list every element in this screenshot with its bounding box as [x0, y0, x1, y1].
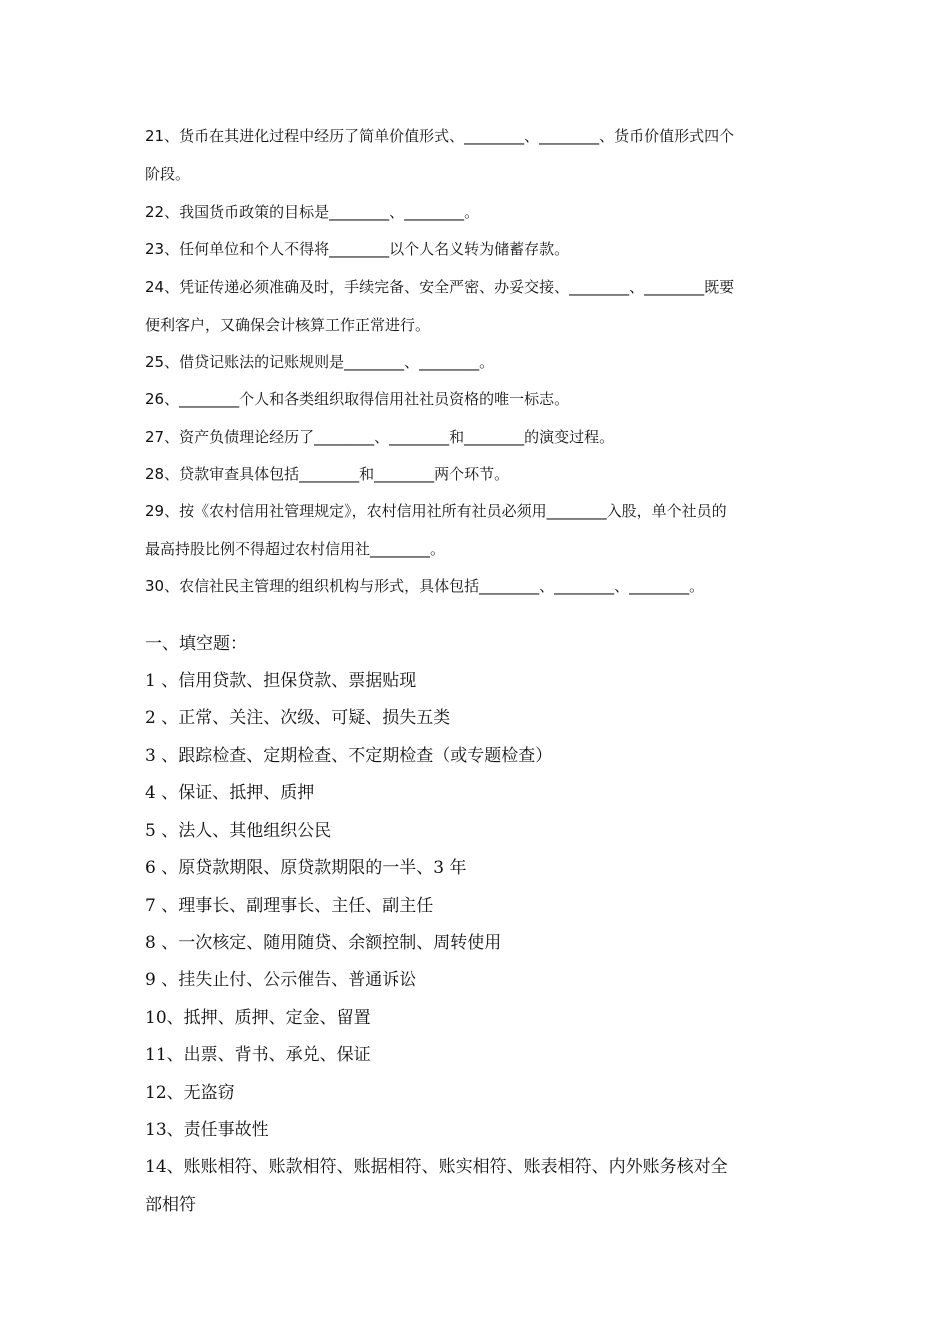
question-21: [145, 117, 810, 193]
question-29: [145, 492, 810, 568]
question-continuation: 阶段。: [145, 165, 191, 183]
answer-item: 8 、一次核定、随用随贷、余额控制、周转使用: [145, 933, 502, 953]
question-continuation: 便利客户，又确保会计核算工作正常进行。: [145, 316, 431, 334]
question-24: [145, 268, 810, 344]
question-line: 27、资产负债理论经历了________、________和________的演变过程。: [145, 428, 615, 446]
question-27: [145, 418, 810, 456]
answer-item: 2 、正常、关注、次级、可疑、损失五类: [145, 708, 451, 728]
answer-item: 3 、跟踪检查、定期检查、不定期检查（或专题检查）: [145, 746, 553, 766]
question-line: 28、贷款审查具体包括________和________两个环节。: [145, 465, 510, 483]
question-line: 26、________个人和各类组织取得信用社社员资格的唯一标志。: [145, 390, 570, 408]
question-25: [145, 343, 810, 381]
question-line: 22、我国货币政策的目标是________、________。: [145, 203, 480, 221]
answer-item: 12、无盗窃: [145, 1083, 235, 1103]
question-23: [145, 230, 810, 268]
answer-item: 7 、理事长、副理事长、主任、副主任: [145, 896, 434, 916]
answer-item: 6 、原贷款期限、原贷款期限的一半、3 年: [145, 858, 467, 878]
question-line: 30、农信社民主管理的组织机构与形式，具体包括________、________、________。: [145, 577, 705, 595]
question-line: 29、按《农村信用社管理规定》，农村信用社所有社员必须用________入股，单个社员的: [145, 502, 727, 520]
answer-item: 1 、信用贷款、担保贷款、票据贴现: [145, 671, 417, 691]
question-26: [145, 380, 810, 418]
question-continuation: 最高持股比例不得超过农村信用社________。: [145, 540, 446, 558]
answer-item: 14、账账相符、账款相符、账据相符、账实相符、账表相符、内外账务核对全: [145, 1157, 728, 1177]
question-line: 23、任何单位和个人不得将________以个人名义转为储蓄存款。: [145, 240, 570, 258]
question-30: [145, 567, 810, 605]
answer-item: 13、责任事故性: [145, 1120, 269, 1140]
question-22: [145, 193, 810, 231]
answer-item: 9 、挂失止付、公示催告、普通诉讼: [145, 970, 417, 990]
answer-item: 5 、法人、其他组织公民: [145, 821, 332, 841]
question-line: 21、货币在其进化过程中经历了简单价值形式、________、________、货币价值形式四个: [145, 127, 735, 145]
question-28: [145, 455, 810, 493]
answer-item: 10、抵押、质押、定金、留置: [145, 1008, 371, 1028]
answer-item: 4 、保证、抵押、质押: [145, 783, 315, 803]
answer-item-continuation: 部相符: [145, 1195, 196, 1215]
question-line: 24、凭证传递必须准确及时，手续完备、安全严密、办妥交接、________、________既要: [145, 278, 735, 296]
answer-item: 11、出票、背书、承兑、保证: [145, 1045, 371, 1065]
question-line: 25、借贷记账法的记账规则是________、________。: [145, 353, 495, 371]
section-title: 一、填空题：: [145, 634, 247, 654]
